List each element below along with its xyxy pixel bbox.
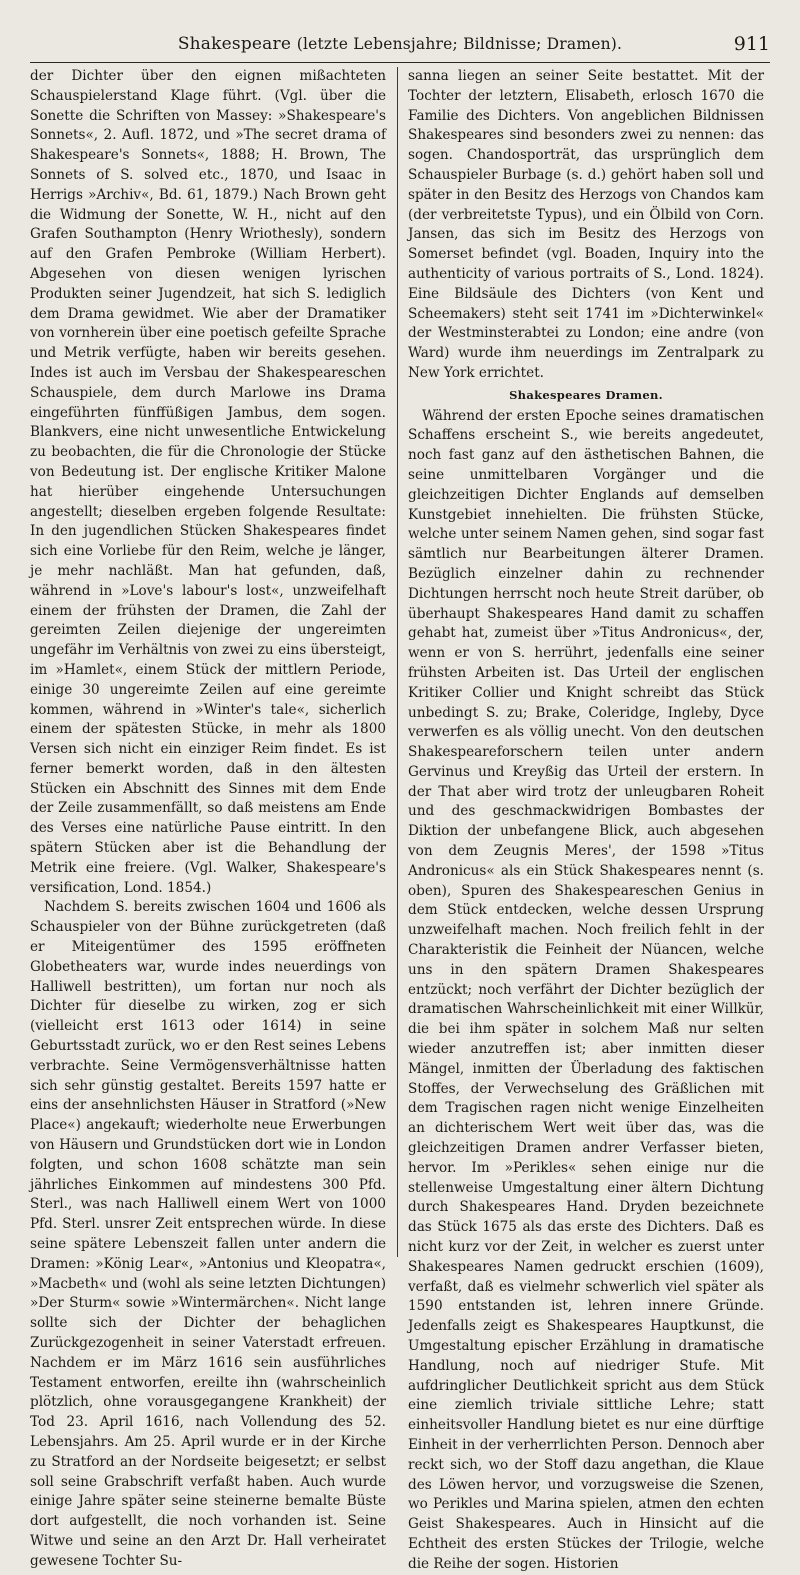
paragraph: Nachdem S. bereits zwischen 1604 und 1606 als Schauspieler von der Bühne zurückgetreten (daß er Miteigentümer des 1595 eröffneten Globetheaters war, wurde indes neuerdings von Halliwell bestritten), um fortan nur noch als Dichter für dieselbe zu wirken, zog er sich (vielleicht erst 1613 oder 1614) in seine Geburtsstadt zurück, wo er den Rest seines Lebens verbrachte. Seine Vermögensverhältnisse hatten sich sehr günstig gestaltet. Bereits 1597 hatte er eins der ansehnlichsten Häuser in Stratford (»New Place«) angekauft; wiederholte neue Erwerbungen von Häusern und Grundstücken dort wie in London folgten, und schon 1608 schätzte man sein jährliches Einkommen auf mindestens 300 Pfd. Sterl., was nach Halliwell einem Wert von 1000 Pfd. Sterl. unsrer Zeit entsprechen würde. In diese seine spätere Lebenszeit fallen unter andern die Dramen: »König Lear«, »Antonius und Kleopatra«, »Macbeth« und (wohl als seine letzten Dichtungen) »Der Sturm« sowie »Wintermärchen«. Nicht lange sollte sich der Dichter der behaglichen Zurückgezogenheit in seiner Vaterstadt erfreuen. Nachdem er im März 1616 sein ausführliches Testament entworfen, ereilte ihn (wahrscheinlich plötzlich, ohne vorausgegangene Krankheit) der Tod 23. April 1616, nach Vollendung des 52. Lebensjahrs. Am 25. April wurde er in der Kirche zu Stratford an der Nordseite beigesetzt; er selbst soll seine Grabschrift verfaßt haben. Auch wurde einige Jahre später seine steinerne bemalte Büste dort aufgestellt, die noch vorhanden ist. Seine Witwe und seine an den Arzt Dr. Hall verheiratet gewesene Tochter Su-	[30, 899, 386, 1569]
running-head	[30, 34, 770, 54]
column-divider	[397, 67, 398, 1257]
section-heading: Shakespeares Dramen.	[509, 387, 663, 402]
paragraph: der Dichter über den eignen mißachteten Schauspielerstand Klage führt. (Vgl. über die Sonette die Schriften von Massey: »Shakespeare's Sonnets«, 2. Aufl. 1872, und »The secret drama of Shakespeare's Sonnets«, 1888; H. Brown, The Sonnets of S. solved etc., 1870, und Isaac in Herrigs »Archiv«, Bd. 61, 1879.) Nach Brown geht die Widmung der Sonette, W. H., nicht auf den Grafen Southampton (Henry Wriothesly), sondern auf den Grafen Pembroke (William Herbert). Abgesehen von diesen wenigen lyrischen Produkten seiner Jugendzeit, hat sich S. lediglich dem Drama gewidmet. Wie aber der Dramatiker von vornherein über eine poetisch gefeilte Sprache und Metrik verfügte, haben wir bereits gesehen. Indes ist auch im Versbau der Shakespeareschen Schauspiele, dem durch Marlowe ins Drama eingeführten fünffüßigen Jambus, dem sogen. Blankvers, eine nicht unwesentliche Entwickelung zu beobachten, die für die Chronologie der Stücke von Bedeutung ist. Der englische Kritiker Malone hat hierüber eingehende Untersuchungen angestellt; dieselben ergeben folgende Resultate: In den jugendlichen Stücken Shakespeares findet sich eine Vorliebe für den Reim, welche je länger, je mehr nachläßt. Man hat gefunden, daß, während in »Love's labour's lost«, unzweifelhaft einem der frühsten der Dramen, die Zahl der gereimten Zeilen diejenige der ungereimten ungefähr im Verhältnis von zwei zu eins übersteigt, im »Hamlet«, einem Stück der mittlern Periode, einige 30 ungereimte Zeilen auf eine gereimte kommen, während in »Winter's tale«, sicherlich einem der spätesten Stücke, in mehr als 1800 Versen sich nicht ein einziger Reim findet. Es ist ferner bemerkt worden, daß in den ältesten Stücken ein Abschnitt des Sinnes mit dem Ende der Zeile zusammenfällt, so daß meistens am Ende des Verses eine natürliche Pause eintritt. In den spätern Stücken aber ist die Behandlung der Metrik eine freiere. (Vgl. Walker, Shakespeare's versification, Lond. 1854.)	[30, 68, 386, 896]
paragraph: sanna liegen an seiner Seite bestattet. Mit der Tochter der letztern, Elisabeth, erlosch 1670 die Familie des Dichters. Von angeblichen Bildnissen Shakespeares sind besonders zwei zu nennen: das sogen. Chandosporträt, das ursprünglich dem Schauspieler Burbage (s. d.) gehört haben soll und später in den Besitz des Herzogs von Chandos kam (der verbreitetste Typus), und ein Ölbild von Corn. Jansen, das sich im Besitz des Herzogs von Somerset befindet (vgl. Boaden, Inquiry into the authenticity of various portraits of S., Lond. 1824). Eine Bildsäule des Dichters (von Kent und Scheemakers) steht seit 1741 im »Dichterwinkel« der Westminsterabtei zu London; eine andre (von Ward) wurde ihm neuerdings im Zentralpark zu New York errichtet.	[408, 68, 764, 381]
text-columns	[30, 67, 770, 1572]
page-header	[30, 30, 770, 63]
paragraph: Während der ersten Epoche seines dramatischen Schaffens erscheint S., wie bereits angedeutet, noch fast ganz auf den ästhetischen Bahnen, die seine unmittelbaren Vorgänger und die gleichzeitigen Dichter Englands auf demselben Kunstgebiet innehielten. Die frühsten Stücke, welche unter seinem Namen gehen, sind sogar fast sämtlich nur Bearbeitungen älterer Dramen. Bezüglich einzelner dahin zu rechnender Dichtungen herrscht noch heute Streit darüber, ob überhaupt Shakespeares Hand damit zu schaffen gehabt hat, zumeist über »Titus Andronicus«, der, wenn er von S. herrührt, jedenfalls eine seiner frühsten Arbeiten ist. Das Urteil der englischen Kritiker Collier und Knight schreibt das Stück unbedingt S. zu; Brake, Coleridge, Ingleby, Dyce verwerfen es als völlig unecht. Von den deutschen Shakespeareforschern teilen unter andern Gervinus und Kreyßig das Urteil der erstern. In der That aber wird trotz der unleugbaren Roheit und des geschmackwidrigen Bombastes der Diktion der unbefangene Blick, auch abgesehen von dem Zeugnis Meres', der 1598 »Titus Andronicus« als ein Stück Shakespeares nennt (s. oben), Spuren des Shakespeareschen Genius in dem Stück entdecken, welche dessen Ursprung unzweifelhaft machen. Noch freilich fehlt in der Charakteristik die Feinheit der Nüancen, welche uns in den spätern Dramen Shakespeares entzückt; noch verfährt der Dichter bezüglich der dramatischen Wahrscheinlichkeit mit einer Willkür, die bei ihm später in solchem Maß nur selten wieder anzutreffen ist; aber inmitten dieser Mängel, inmitten der Überladung des faktischen Stoffes, der Verwechselung des Gräßlichen mit dem Tragischen ragen nicht wenige Einzelheiten an dichterischem Wert weit über das, was die gleichzeitigen Dramen andrer Verfasser bieten, hervor. Im »Perikles« sehen einige nur die stellenweise Umgestaltung einer ältern Dichtung durch Shakespeares Hand. Dryden bezeichnete das Stück 1675 als das erste des Dichters. Daß es nicht kurz vor der Zeit, in welcher es zuerst unter Shakespeares Namen gedruckt erschien (1609), verfaßt, daß es vielmehr schwerlich viel später als 1590 entstanden ist, lehren innere Gründe. Jedenfalls zeigt es Shakespeares Hauptkunst, die Umgestaltung epischer Erzählung in dramatische Handlung, noch auf niedriger Stufe. Mit aufdringlicher Deutlichkeit spricht aus dem Stück eine ziemlich triviale sittliche Lehre; statt einheitsvoller Handlung bietet es nur eine dürftige Einheit in der verherrlichten Person. Dennoch aber reckt sich, wo der Stoff dazu angethan, die Klaue des Löwen hervor, und vorzugsweise die Szenen, wo Perikles und Marina spielen, atmen den echten Geist Shakespeares. Auch in Hinsicht auf die Echtheit des ersten Stückes der Trilogie, welche die Reihe der sogen. Historien	[408, 407, 764, 1572]
page-number: 911	[733, 33, 770, 55]
left-column	[30, 67, 386, 1569]
running-head-title: Shakespeare	[177, 34, 292, 54]
right-column	[408, 67, 764, 1572]
running-head-subtitle: (letzte Lebensjahre; Bildnisse; Dramen).	[296, 35, 623, 53]
